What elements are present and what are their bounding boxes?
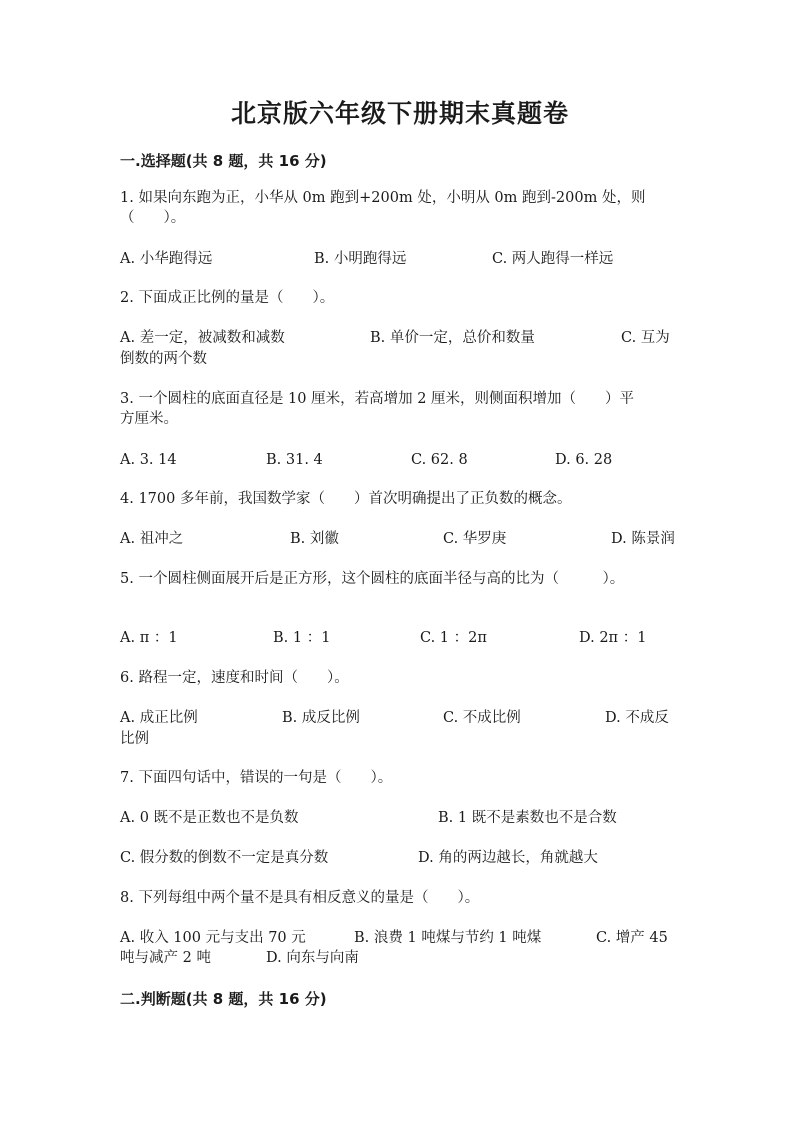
question-6-option-d-cont: 比例 — [120, 731, 149, 747]
question-4-option-d: D. 陈景润 — [611, 531, 675, 547]
question-8-option-c-cont: 吨与减产 2 吨 — [120, 950, 211, 966]
question-8-option-d: D. 向东与向南 — [266, 950, 359, 966]
question-6-option-a: A. 成正比例 — [120, 710, 198, 726]
question-8-option-c: C. 增产 45 — [596, 930, 668, 946]
question-4-option-c: C. 华罗庚 — [443, 531, 507, 547]
question-6-option-d: D. 不成反 — [605, 710, 669, 726]
question-2-option-b: B. 单价一定，总价和数量 — [370, 330, 535, 346]
question-1-stem-cont: （ ）。 — [120, 210, 186, 226]
question-3-stem: 3. 一个圆柱的底面直径是 10 厘米，若高增加 2 厘米，则侧面积增加（ ）平 — [120, 391, 635, 407]
question-7-stem: 7. 下面四句话中，错误的一句是（ ）。 — [120, 770, 393, 786]
question-6-option-b: B. 成反比例 — [282, 710, 360, 726]
question-5-option-c: C. 1 ：2π — [420, 630, 487, 646]
question-2-stem: 2. 下面成正比例的量是（ ）。 — [120, 290, 335, 306]
question-2-option-c-cont: 倒数的两个数 — [120, 351, 207, 367]
question-6-option-c: C. 不成比例 — [443, 710, 521, 726]
question-5-option-a: A. π ：1 — [120, 630, 178, 646]
question-5-option-b: B. 1 ：1 — [273, 630, 331, 646]
question-3-option-a: A. 3. 14 — [120, 452, 177, 468]
question-4-option-a: A. 祖冲之 — [120, 531, 184, 547]
question-1-option-c: C. 两人跑得一样远 — [492, 251, 614, 267]
question-2-option-a: A. 差一定，被减数和减数 — [120, 330, 285, 346]
question-7-option-d: D. 角的两边越长，角就越大 — [418, 850, 598, 866]
question-1-option-a: A. 小华跑得远 — [120, 251, 213, 267]
question-5-option-d: D. 2π ：1 — [579, 630, 647, 646]
section-heading-judgment: 二.判断题(共 8 题，共 16 分) — [120, 990, 327, 1008]
question-4-option-b: B. 刘徽 — [290, 531, 339, 547]
question-7-option-b: B. 1 既不是素数也不是合数 — [438, 810, 617, 826]
question-7-option-a: A. 0 既不是正数也不是负数 — [120, 810, 299, 826]
question-8-stem: 8. 下列每组中两个量不是具有相反意义的量是（ ）。 — [120, 890, 480, 906]
section-heading-choice: 一.选择题(共 8 题，共 16 分) — [120, 152, 327, 170]
question-8-option-b: B. 浪费 1 吨煤与节约 1 吨煤 — [354, 930, 542, 946]
question-3-option-b: B. 31. 4 — [266, 452, 323, 468]
page-title: 北京版六年级下册期末真题卷 — [230, 99, 569, 128]
question-1-stem: 1. 如果向东跑为正，小华从 0m 跑到+200m 处，小明从 0m 跑到-200m 处，则 — [120, 190, 646, 206]
question-3-option-d: D. 6. 28 — [555, 452, 613, 468]
question-5-stem: 5. 一个圆柱侧面展开后是正方形，这个圆柱的底面半径与高的比为（ ）。 — [120, 571, 625, 587]
question-8-option-a: A. 收入 100 元与支出 70 元 — [120, 930, 306, 946]
question-6-stem: 6. 路程一定，速度和时间（ ）。 — [120, 670, 349, 686]
question-3-option-c: C. 62. 8 — [411, 452, 468, 468]
question-7-option-c: C. 假分数的倒数不一定是真分数 — [120, 850, 329, 866]
question-4-stem: 4. 1700 多年前，我国数学家（ ）首次明确提出了正负数的概念。 — [120, 491, 572, 507]
question-2-option-c: C. 互为 — [621, 330, 670, 346]
question-1-option-b: B. 小明跑得远 — [314, 251, 407, 267]
question-3-stem-cont: 方厘米。 — [120, 411, 178, 427]
